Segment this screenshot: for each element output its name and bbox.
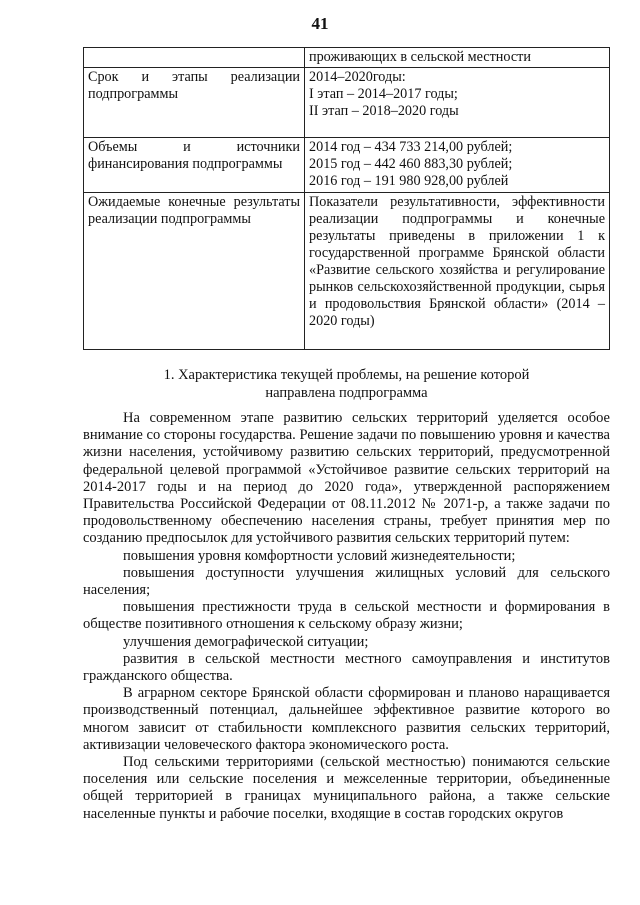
table-cell-label: Ожидаемые конечные результаты реализации подпрограммы — [84, 193, 305, 350]
table-row — [84, 138, 610, 193]
body-text — [83, 410, 610, 823]
value-line: 2016 год – 191 980 928,00 рублей — [309, 173, 509, 189]
table-row — [84, 193, 610, 350]
table-cell-value — [305, 48, 610, 68]
table-row — [84, 48, 610, 68]
page-number: 41 — [311, 14, 329, 33]
passport-table — [83, 47, 610, 350]
list-item: повышения уровня комфортности условий жизнедеятельности; — [123, 547, 516, 564]
value-line: 2014 год – 434 733 214,00 рублей; — [309, 139, 513, 155]
value-line: проживающих в сельской местности — [309, 49, 531, 65]
table-cell-value — [305, 138, 610, 193]
list-item: улучшения демографической ситуации; — [123, 633, 369, 650]
list-item: повышения престижности труда в сельской местности и формирования в обществе позитивного отношения к сельскому образу жизни; — [83, 599, 610, 633]
value-line: 2014–2020годы: — [309, 69, 406, 85]
value-line: I этап – 2014–2017 годы; — [309, 86, 458, 102]
section-title — [83, 366, 610, 402]
paragraph: На современном этапе развитию сельских территорий уделяется особое внимание со стороны государства. Решение задачи по повышению уровня и качества жизни населения, устойчивому развитию сельских территорий, предусмотренной федеральной целевой программой «Устойчивое развитие сельских территорий на 2014-2017 годы и на период до 2020 года», утвержденной распоряжением Правительства Российской Федерации от 08.11.2012 № 2071-р, а также задачи по продовольственному обеспечению населения страны, требует принятия мер по созданию предпосылок для устойчивого развития сельских территорий путем: — [83, 410, 610, 547]
table-cell-value: Показатели результативности, эффективности реализации подпрограммы и конечные результаты приведены в приложении 1 к государственной программе Брянской области «Развитие сельского хозяйства и регулирование рынков сельскохозяйственной продукции, сырья и продовольствия Брянской области» (2014 – 2020 годы) — [305, 193, 610, 350]
value-line: II этап – 2018–2020 годы — [309, 103, 459, 119]
paragraph: В аграрном секторе Брянской области сформирован и планово наращивается производственный потенциал, дальнейшее эффективное развитие которого во многом зависит от стабильности комплексного развития сельских территорий, активизации человеческого фактора экономического роста. — [83, 685, 610, 753]
table-cell-label: Срок и этапы реализации подпрограммы — [84, 68, 305, 138]
list-item: повышения доступности улучшения жилищных условий для сельского населения; — [83, 564, 610, 599]
table-cell-label: Объемы и источники финансирования подпрограммы — [84, 138, 305, 193]
table-cell-value — [305, 68, 610, 138]
list-item: развития в сельской местности местного самоуправления и институтов гражданского общества. — [83, 650, 610, 685]
paragraph: Под сельскими территориями (сельской местностью) понимаются сельские поселения или сельские поселения и межселенные территории, объединенные общей территорией в границах муниципального района, а также сельские населенные пункты и рабочие поселки, входящие в состав городских округов — [83, 754, 610, 822]
section-title-line: 1. Характеристика текущей проблемы, на решение которой — [163, 367, 530, 383]
table-cell-label — [84, 48, 305, 68]
section-title-line: направлена подпрограмма — [265, 385, 428, 401]
table-row — [84, 68, 610, 138]
value-line: 2015 год – 442 460 883,30 рублей; — [309, 156, 513, 172]
